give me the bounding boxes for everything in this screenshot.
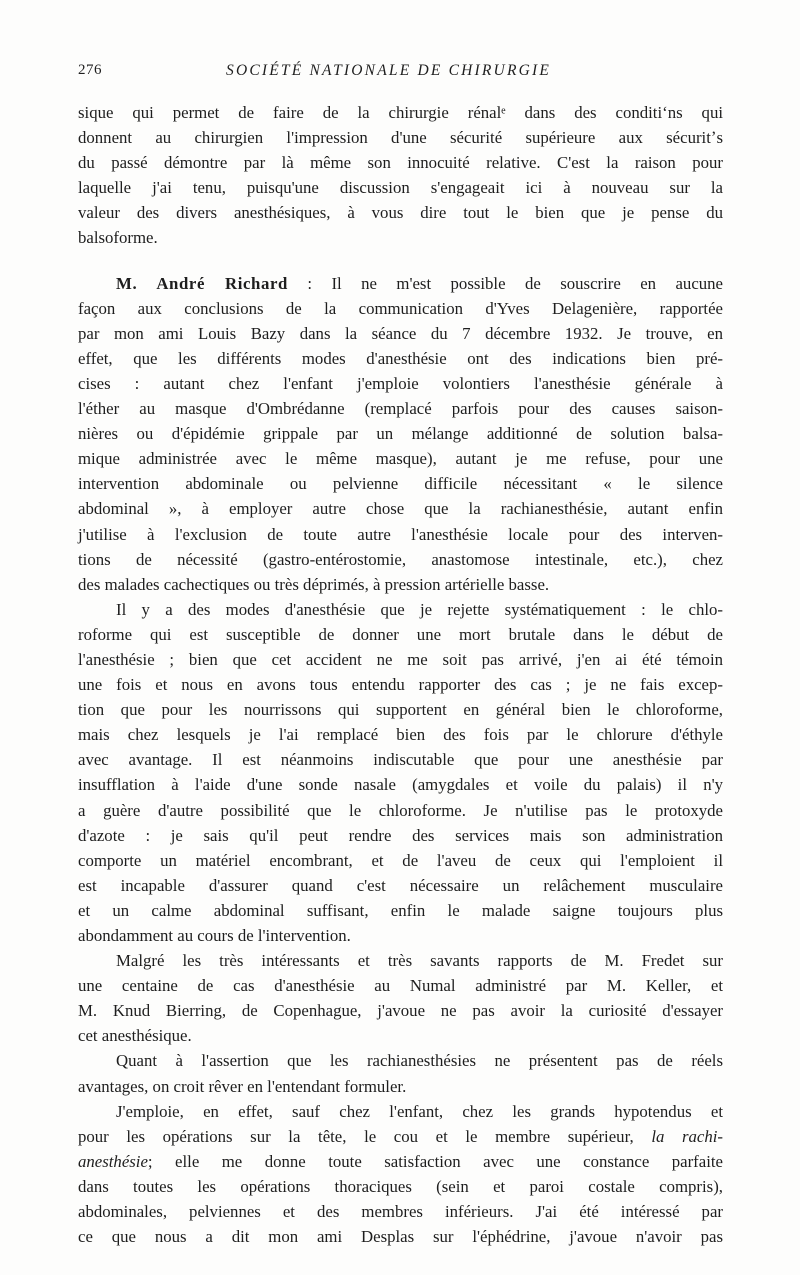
text-line: ce que nous a dit mon ami Desplas sur l'éphédrine, j'avoue n'avoir pas: [78, 1227, 723, 1247]
text-line: balsoforme.: [78, 228, 158, 248]
text-line: [78, 271, 723, 296]
text-line: dans toutes les opérations thoraciques (sein et paroi costale compris),: [78, 1176, 723, 1196]
paragraph-6: [78, 1099, 723, 1250]
text-line: sique qui permet de faire de la chirurgie rénalᵉ dans des conditi‘ns qui: [78, 103, 723, 122]
page-number: 276: [78, 62, 102, 78]
text-line: une centaine de cas d'anesthésie au Numal administré par M. Keller, et: [78, 976, 723, 996]
text-line: tion que pour les nourrissons qui supportent en général bien le chloroforme,: [78, 700, 723, 720]
text-line: une fois et nous en avons tous entendu rapporter des cas ; je ne fais excep-: [78, 675, 723, 695]
text-line: nières ou d'épidémie grippale par un mélange additionné de solution balsa-: [78, 424, 723, 444]
text-line: mique administrée avec le même masque), autant je me refuse, pour une: [78, 449, 723, 469]
italic-term: la rachi-: [651, 1126, 723, 1146]
body-text: [78, 100, 723, 1249]
text-line: Malgré les très intéressants et très savants rapports de M. Fredet sur: [116, 951, 723, 971]
text-line: avantages, on croit rêver en l'entendant formuler.: [78, 1076, 407, 1096]
text-line: cet anesthésique.: [78, 1026, 192, 1046]
text-line: a guère d'autre possibilité que le chloroforme. Je n'utilise pas le protoxyde: [78, 800, 723, 820]
paragraph-2: [78, 271, 723, 597]
text-line: cises : autant chez l'enfant j'emploie volontiers l'anesthésie générale à: [78, 373, 723, 393]
running-title: SOCIÉTÉ NATIONALE DE CHIRURGIE: [226, 62, 552, 79]
text-line: du passé démontre par là même son innocuité relative. C'est la raison pour: [78, 153, 723, 173]
text-line: abdominal », à employer autre chose que la rachianesthésie, autant enfin: [78, 499, 723, 519]
text-line: l'anesthésie ; bien que cet accident ne me soit pas arrivé, j'en ai été témoin: [78, 649, 723, 669]
text-line: j'utilise à l'exclusion de toute autre l'anesthésie locale pour des interven-: [78, 524, 723, 544]
text-line: intervention abdominale ou pelvienne difficile nécessitant « le silence: [78, 474, 723, 494]
paragraph-3: [78, 597, 723, 948]
text-line: donnent au chirurgien l'impression d'une sécurité supérieure aux sécuritʼs: [78, 128, 723, 148]
text-fragment: : Il ne m'est possible de souscrire en aucune: [287, 273, 723, 293]
text-line: et un calme abdominal suffisant, enfin le malade saigne toujours plus: [78, 900, 723, 920]
text-line: abdominales, pelviennes et des membres inférieurs. J'ai été intéressé par: [78, 1202, 723, 1222]
text-line: des malades cachectiques ou très déprimés, à pression artérielle basse.: [78, 574, 550, 594]
paragraph-4: [78, 948, 723, 1048]
speaker-name: M. André Richard: [116, 273, 288, 293]
text-line: avec avantage. Il est néanmoins indiscutable que pour une anesthésie par: [78, 750, 723, 770]
text-line: d'azote : je sais qu'il peut rendre des services mais son administration: [78, 825, 723, 845]
text-line: M. Knud Bierring, de Copenhague, j'avoue ne pas avoir la curiosité d'essayer: [78, 1001, 723, 1021]
paragraph-5: [78, 1048, 723, 1098]
text-line: [78, 1149, 723, 1174]
text-line: façon aux conclusions de la communication d'Yves Delagenière, rapportée: [78, 298, 723, 318]
text-line: par mon ami Louis Bazy dans la séance du 7 décembre 1932. Je trouve, en: [78, 323, 723, 343]
text-line: laquelle j'ai tenu, puisqu'une discussion s'engageait ici à nouveau sur la: [78, 178, 723, 198]
text-line: [78, 1124, 723, 1149]
paragraph-1: [78, 100, 723, 251]
text-line: roforme qui est susceptible de donner une mort brutale dans le début de: [78, 624, 723, 644]
italic-term: anesthésie: [78, 1151, 148, 1171]
text-line: l'éther au masque d'Ombrédanne (remplacé parfois pour des causes saison-: [78, 399, 723, 419]
text-line: est incapable d'assurer quand c'est nécessaire un relâchement musculaire: [78, 875, 723, 895]
text-line: abondamment au cours de l'intervention.: [78, 926, 351, 945]
text-line: Quant à l'assertion que les rachianesthésies ne présentent pas de réels: [116, 1051, 723, 1071]
text-line: valeur des divers anesthésiques, à vous dire tout le bien que je pense du: [78, 203, 723, 223]
page-header: [78, 62, 722, 86]
text-line: mais chez lesquels je l'ai remplacé bien des fois par le chlorure d'éthyle: [78, 725, 723, 745]
text-line: comporte un matériel encombrant, et de l'aveu de ceux qui l'emploient il: [78, 850, 723, 870]
text-line: J'emploie, en effet, sauf chez l'enfant, chez les grands hypotendus et: [116, 1101, 723, 1121]
text-line: Il y a des modes d'anesthésie que je rejette systématiquement : le chlo-: [116, 599, 723, 619]
text-line: insufflation à l'aide d'une sonde nasale (amygdales et voile du palais) il n'y: [78, 775, 723, 795]
text-fragment: pour les opérations sur la tête, le cou et le membre supérieur,: [78, 1126, 634, 1146]
text-fragment: ; elle me donne toute satisfaction avec une constance parfaite: [147, 1151, 723, 1171]
text-line: tions de nécessité (gastro-entérostomie, anastomose intestinale, etc.), chez: [78, 549, 723, 569]
text-line: effet, que les différents modes d'anesthésie ont des indications bien pré-: [78, 348, 723, 368]
